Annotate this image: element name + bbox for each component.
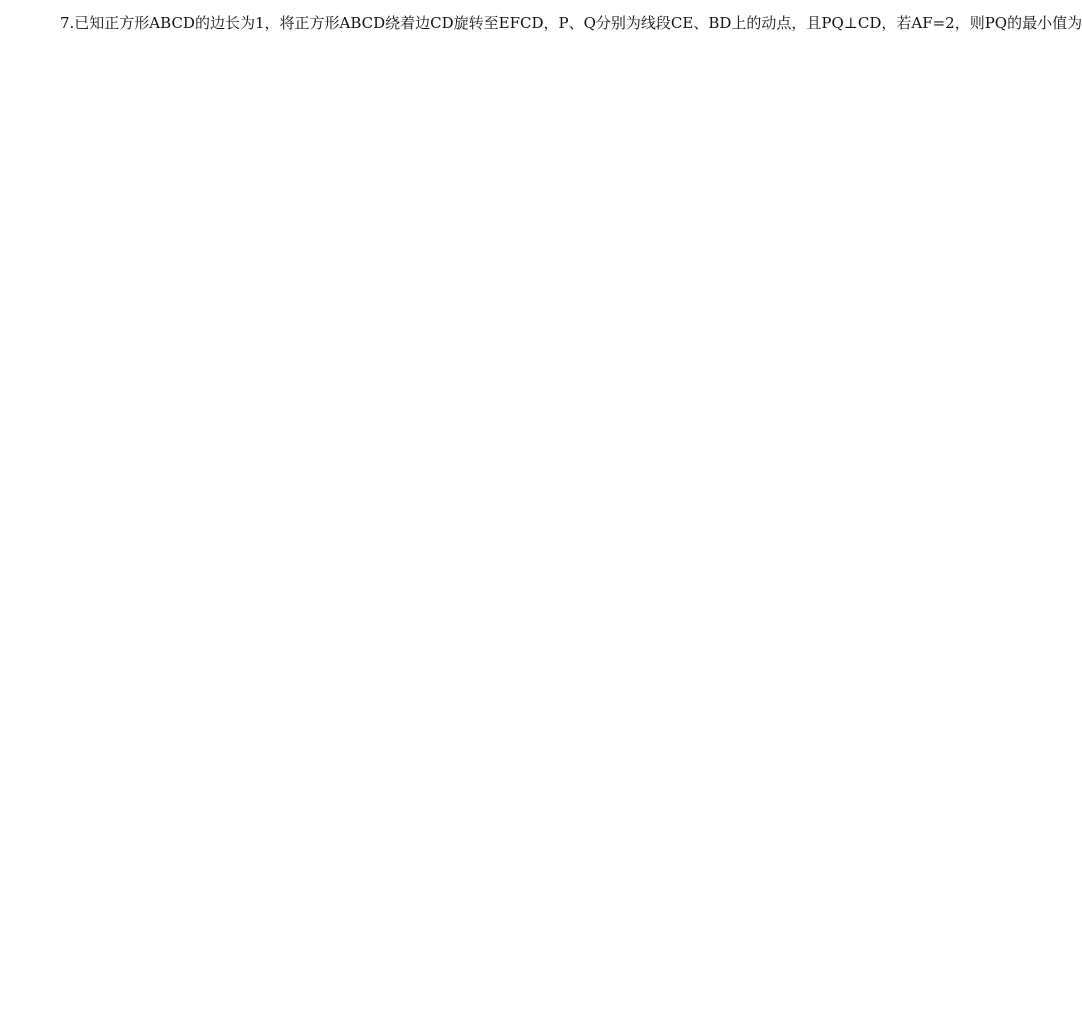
- q7: 7.已知正方形ABCD的边长为1，将正方形ABCD绕着边CD旋转至EFCD，P、Q分别为线段CE、BD上的动点，且PQ⊥CD，若AF=2，则PQ的最小值为: [60, 14, 1082, 32]
